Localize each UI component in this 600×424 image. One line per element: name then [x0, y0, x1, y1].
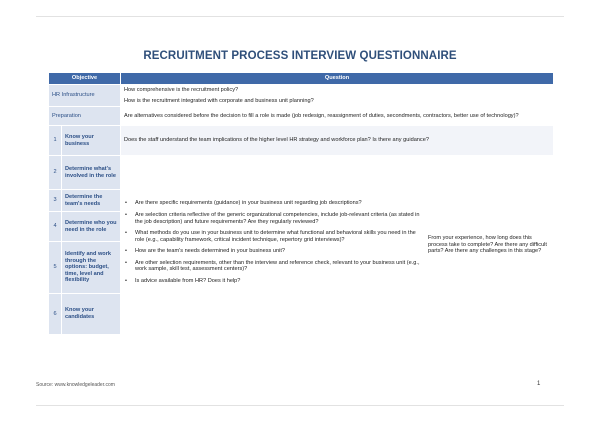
source-note: Source: www.knowledgeleader.com [36, 382, 115, 388]
bullet-question: • What methods do you use in your business unit to determine what functional and behavioral skills you need in the role (e.g., capability framework, critical incident technique, repertory grid interviews)? [135, 230, 421, 243]
objective-know-candidates: Know your candidates [62, 294, 121, 335]
objective-header: Objective [49, 73, 121, 85]
top-divider [36, 16, 564, 17]
bullet-question: • Are there specific requirements (guidance) in your business unit regarding job descriptions? [135, 200, 421, 207]
preparation-question: Are alternatives considered before the decision to fill a role is made (job redesign, reassignment of duties, secondments, contractors, better use of technology)? [121, 107, 554, 126]
page-title: RECRUITMENT PROCESS INTERVIEW QUESTIONNAIRE [143, 50, 457, 62]
table-row [49, 107, 554, 126]
hr-infrastructure-label: HR Infrastructure [49, 85, 121, 107]
objective-team-needs: Determine the team's needs [62, 190, 121, 212]
row-number: 4 [49, 212, 62, 242]
hr-infrastructure-question-2: How is the recruitment integrated with corporate and business unit planning? [121, 96, 554, 107]
objective-determine-role: Determine what's involved in the role [62, 156, 121, 190]
table-row [49, 126, 554, 156]
header-row [49, 73, 554, 85]
objective-who-you-need: Determine who you need in the role [62, 212, 121, 242]
row-number: 6 [49, 294, 62, 335]
bullet-question: • Are selection criteria reflective of the generic organizational competencies, include job-relevant criteria (as stated in the job description) and future requirements? Are they regularly reviewed? [135, 212, 421, 225]
row-number: 5 [49, 242, 62, 294]
table-row [49, 96, 554, 107]
table-row [49, 156, 554, 190]
bullet-question: • How are the team's needs determined in your business unit? [135, 248, 421, 255]
hr-infrastructure-question-1: How comprehensive is the recruitment policy? [121, 85, 554, 96]
row-number: 1 [49, 126, 62, 156]
table-row [49, 85, 554, 96]
page-number: 1 [537, 381, 541, 387]
bottom-divider [36, 405, 564, 406]
bullet-question: • Is advice available from HR? Does it help? [135, 278, 421, 285]
questionnaire-table [48, 72, 554, 335]
question-header: Question [121, 73, 554, 85]
know-your-business-question: Does the staff understand the team implications of the higher level HR strategy and workforce plan? Is there any guidance? [121, 126, 554, 156]
bullet-list [124, 200, 421, 284]
objective-identify-options: Identify and work through the options: budget, time, level and flexibility [62, 242, 121, 294]
objective-know-your-business: Know your business [62, 126, 121, 156]
preparation-label: Preparation [49, 107, 121, 126]
stage-question: From your experience, how long does this process take to complete? Are there any difficult parts? Are there any challenges in this stage? [425, 156, 554, 335]
bullet-question: • Are other selection requirements, other than the interview and reference check, relevant to your business unit (e.g., work sample, skill test, assessment centers)? [135, 260, 421, 273]
row-number: 3 [49, 190, 62, 212]
bullet-questions [121, 156, 425, 335]
row-number: 2 [49, 156, 62, 190]
